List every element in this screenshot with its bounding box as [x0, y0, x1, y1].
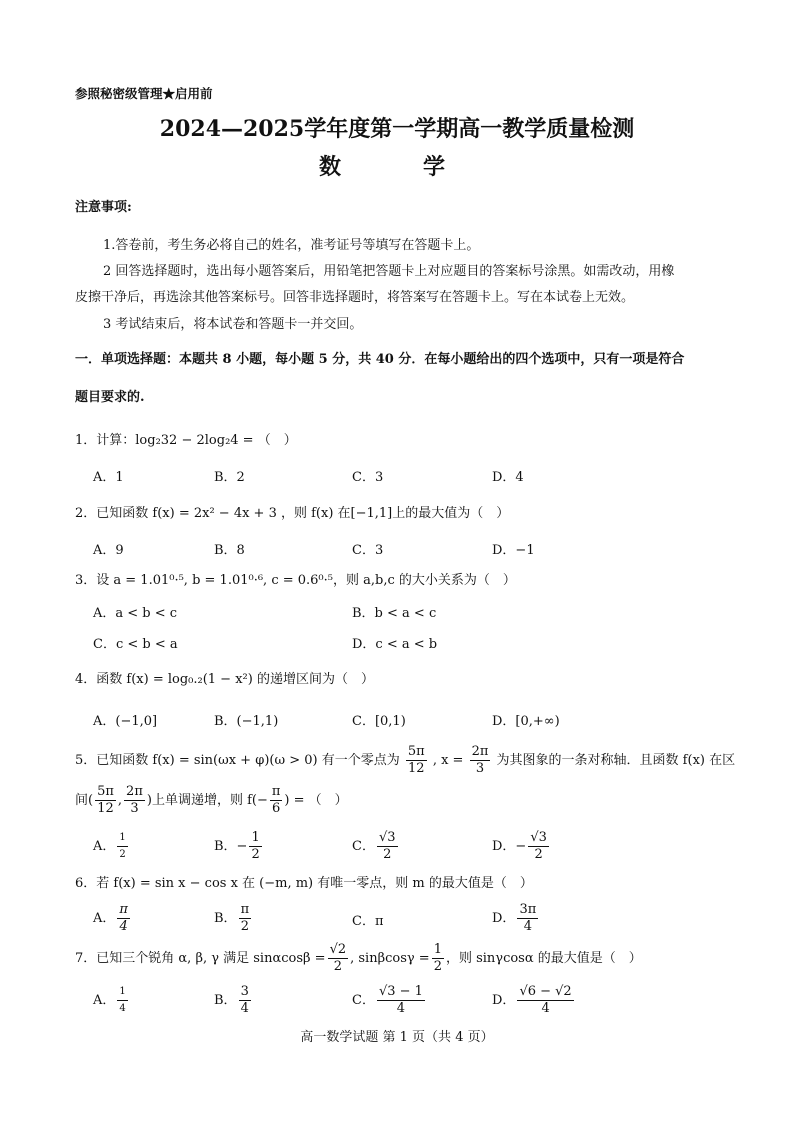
q6-option-a-frac [117, 902, 130, 935]
q5-b-den: 2 [251, 847, 260, 862]
q5-interval-left [95, 784, 116, 817]
q7-option-c-frac [377, 984, 425, 1017]
q7-b-den: 4 [240, 1001, 249, 1016]
question-5-stem [75, 744, 735, 777]
q5-fraction-axis [470, 744, 491, 777]
q5-frac3-den: 6 [271, 801, 281, 816]
q7-option-a-frac [117, 984, 127, 1017]
q2-option-b: B．8 [214, 543, 245, 558]
q4-option-a: A．(−1,0] [93, 714, 158, 729]
q6-d-num: 3π [519, 902, 537, 917]
q5-stem-part-a: 5．已知函数 f(x) = sin(ωx + φ)(ω > 0) 有一个零点为 [75, 753, 400, 768]
q7-c-num: √3 − 1 [378, 984, 423, 999]
q1-option-d: D．4 [492, 470, 524, 485]
q5-stem-part-b: , x = [432, 753, 464, 768]
q2-option-a: A．9 [93, 543, 124, 558]
q5-frac2-den: 3 [475, 761, 485, 776]
q6-a-den: 4 [119, 919, 128, 934]
q7-fraction-1 [328, 942, 349, 975]
q5-interval-right-num: 2π [126, 784, 143, 799]
question-3-stem: 3．设 a = 1.01⁰·⁵, b = 1.01⁰·⁶, c = 0.6⁰·⁵，则 a,b,c 的大小关系为（ ） [75, 573, 516, 588]
q5-c-num: √3 [378, 830, 396, 845]
q7-option-d-frac [517, 984, 573, 1017]
q5-a-den: 2 [119, 849, 126, 860]
q6-a-num: π [119, 902, 128, 917]
q5-option-c-label: C． [352, 839, 375, 854]
q5-option-c-frac [377, 830, 398, 863]
q5-interval-left-num: 5π [97, 784, 114, 799]
q5-d-den: 2 [534, 847, 543, 862]
notice-item-2: 2 回答选择题时，选出每小题答案后，用铅笔把答题卡上对应题目的答案标号涂黑。如需改动，用橡 [103, 264, 675, 279]
q6-b-num: π [240, 902, 250, 917]
q7-option-b [214, 984, 253, 1017]
q4-option-c: C．[0,1) [352, 714, 406, 729]
q6-d-den: 4 [523, 919, 532, 934]
q3-option-c: C．c < b < a [93, 637, 178, 652]
q6-option-d-label: D． [492, 911, 516, 926]
q5-fraction-arg [270, 784, 283, 817]
q5-option-b-label: B．− [214, 839, 248, 854]
q5-option-d-label: D．− [492, 839, 527, 854]
q5-fraction-zero [406, 744, 427, 777]
question-7-stem [75, 942, 642, 975]
q5-option-c [352, 830, 400, 863]
q7-frac1-num: √2 [329, 942, 347, 957]
q5-option-a [93, 830, 130, 863]
notice-item-1: 1.答卷前，考生务必将自己的姓名，准考证号等填写在答题卡上。 [103, 238, 480, 253]
q7-stem-part-c: ，则 sinγcosα 的最大值是（ ） [445, 951, 642, 966]
q5-frac3-num: π [271, 784, 281, 799]
question-5-stem-line2: 间( $\frac{5\pi}{12}$ , $\frac{2\pi}{3}$ )上单调递增，则 f(− $\frac{\pi}{6}$ ) = （ ） [75, 784, 348, 816]
q7-a-den: 4 [119, 1003, 126, 1014]
q7-stem-part-a: 7．已知三个锐角 α, β, γ 满足 sinαcosβ = [75, 951, 326, 966]
q7-frac1-den: 2 [333, 959, 342, 974]
q6-option-d [492, 902, 540, 935]
q5-b-num: 1 [251, 830, 260, 845]
q6-option-b [214, 902, 253, 935]
q7-option-b-label: B． [214, 993, 237, 1008]
confidentiality-label: 参照秘密级管理★启用前 [75, 86, 213, 101]
q2-option-d: D．−1 [492, 543, 535, 558]
q7-d-den: 4 [541, 1001, 550, 1016]
q2-option-c: C．3 [352, 543, 384, 558]
q7-option-b-frac [239, 984, 251, 1017]
q3-option-a: A．a < b < c [93, 606, 178, 621]
section-heading-cont: 题目要求的. [75, 390, 145, 405]
q6-option-b-label: B． [214, 911, 237, 926]
q6-b-den: 2 [240, 919, 249, 934]
q5-option-b-frac [249, 830, 261, 863]
q5-stem2-part-a: 间( [75, 793, 94, 808]
q5-option-d [492, 830, 551, 863]
q6-option-a [93, 902, 132, 935]
q5-c-den: 2 [383, 847, 392, 862]
q5-stem2-part-b: )上单调递增，则 f(− [146, 793, 268, 808]
q1-option-b: B．2 [214, 470, 245, 485]
q7-option-d-label: D． [492, 993, 516, 1008]
q5-option-b [214, 830, 264, 863]
q5-interval-right [124, 784, 145, 817]
q5-frac1-den: 12 [407, 761, 425, 776]
q7-option-a-label: A． [93, 993, 116, 1008]
q4-option-b: B．(−1,1) [214, 714, 279, 729]
q7-frac2-num: 1 [433, 942, 442, 957]
question-6-stem: 6．若 f(x) = sin x − cos x 在 (−m, m) 有唯一零点，则 m 的最大值是（ ） [75, 876, 533, 891]
q7-b-num: 3 [240, 984, 249, 999]
q3-option-b: B．b < a < c [352, 606, 437, 621]
q7-option-c [352, 984, 427, 1017]
q7-d-num: √6 − √2 [519, 984, 572, 999]
q7-a-num: 1 [117, 984, 127, 1001]
q4-option-d: D．[0,+∞) [492, 714, 560, 729]
notice-heading: 注意事项: [75, 200, 132, 215]
q5-d-num: √3 [530, 830, 547, 845]
question-2-stem: 2．已知函数 f(x) = 2x² − 4x + 3 ，则 f(x) 在[−1,1]上的最大值为（ ） [75, 506, 510, 521]
q1-option-c: C．3 [352, 470, 384, 485]
q5-stem2-part-c: ) = （ ） [284, 793, 348, 808]
q5-option-a-frac [117, 830, 127, 863]
q7-option-a [93, 984, 130, 1017]
q5-frac1-num: 5π [407, 744, 425, 759]
q5-option-a-label: A． [93, 839, 116, 854]
q7-option-d [492, 984, 576, 1017]
q5-stem-part-c: 为其图象的一条对称轴．且函数 f(x) 在区 [496, 753, 736, 768]
q7-frac2-den: 2 [433, 959, 442, 974]
q1-option-a: A．1 [93, 470, 124, 485]
question-1-stem: 1．计算：log₂32 − 2log₂4 = （ ） [75, 433, 297, 448]
subject-title: 数 学 [318, 154, 475, 180]
q5-option-d-frac [528, 830, 549, 863]
q5-frac2-num: 2π [471, 744, 489, 759]
q6-option-a-label: A． [93, 911, 116, 926]
q6-option-b-frac [239, 902, 252, 935]
q6-option-d-frac [517, 902, 538, 935]
notice-item-3: 3 考试结束后，将本试卷和答题卡一并交回。 [103, 317, 363, 332]
page-footer: 高一数学试题 第 1 页（共 4 页） [300, 1030, 494, 1045]
q7-c-den: 4 [396, 1001, 406, 1016]
q7-stem-part-b: , sinβcosγ = [350, 951, 430, 966]
section-heading: 一．单项选择题：本题共 8 小题，每小题 5 分，共 40 分．在每小题给出的四个选项中，只有一项是符合 [75, 352, 685, 367]
q6-option-c: C．π [352, 914, 384, 929]
question-4-stem: 4．函数 f(x) = log₀.₂(1 − x²) 的递增区间为（ ） [75, 672, 374, 687]
q5-interval-right-den: 3 [130, 801, 139, 816]
q5-a-num: 1 [117, 830, 127, 847]
notice-item-2-cont: 皮擦干净后，再选涂其他答案标号。回答非选择题时，将答案写在答题卡上。写在本试卷上无效。 [75, 290, 635, 305]
q3-option-d: D．c < a < b [352, 637, 438, 652]
q7-fraction-2 [432, 942, 444, 975]
q7-option-c-label: C． [352, 993, 375, 1008]
exam-title: 2024—2025学年度第一学期高一教学质量检测 [159, 116, 635, 142]
q5-interval-left-den: 12 [97, 801, 114, 816]
